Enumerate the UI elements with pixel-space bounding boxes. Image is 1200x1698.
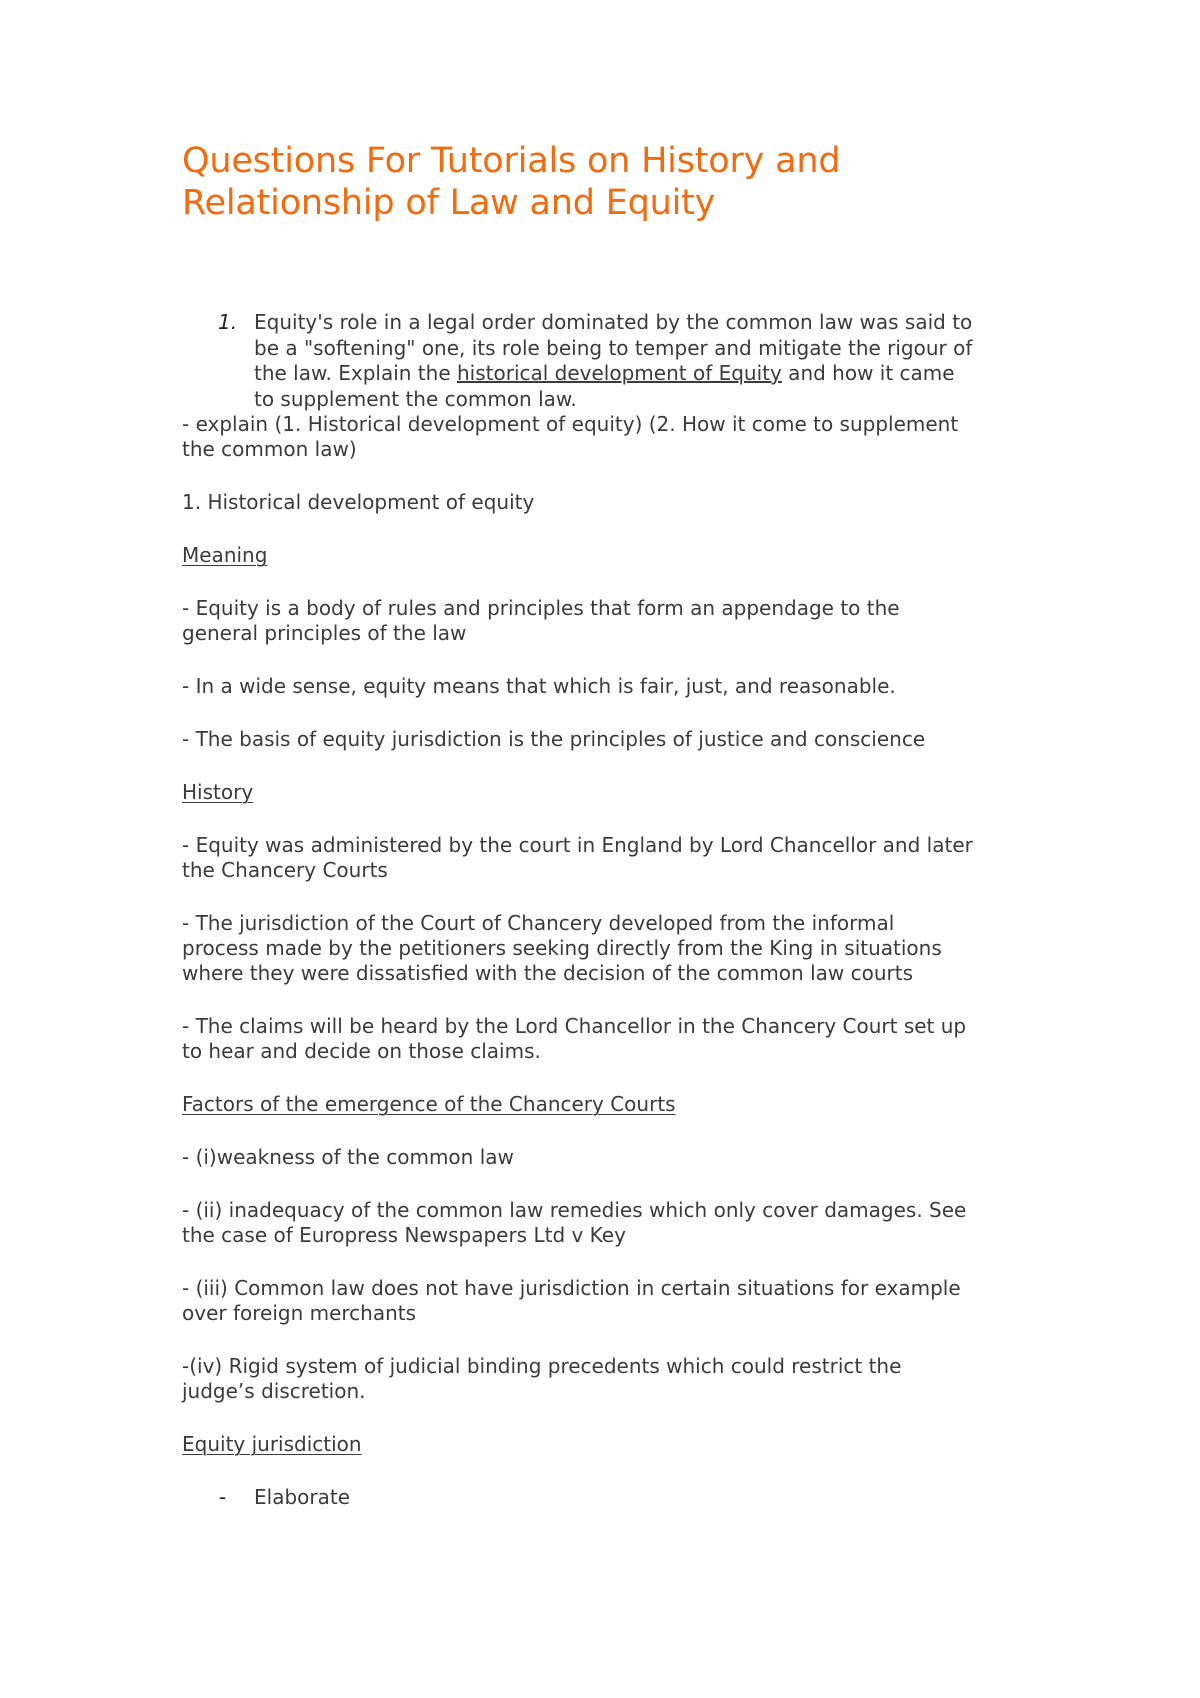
title-line-1: Questions For Tutorials on History and (182, 141, 841, 181)
history-p1-line-1: - Equity was administered by the court in England by Lord Chancellor and later (182, 833, 973, 857)
factors-paragraph-1: - (i)weakness of the common law (182, 1145, 514, 1169)
meaning-paragraph-3: - The basis of equity jurisdiction is the principles of justice and conscience (182, 727, 926, 751)
question-number: 1. (218, 310, 238, 334)
factors-p2-line-1: - (ii) inadequacy of the common law remedies which only cover damages. See (182, 1198, 967, 1222)
history-p2-line-1: - The jurisdiction of the Court of Chancery developed from the informal (182, 911, 895, 935)
question-line-1: Equity's role in a legal order dominated by the common law was said to (254, 310, 973, 334)
question-line-4: to supplement the common law. (254, 386, 577, 411)
history-heading: History (182, 780, 254, 804)
question-1 (182, 310, 1014, 412)
meaning-p1-line-1: - Equity is a body of rules and principles that form an appendage to the (182, 596, 900, 620)
list-item (182, 1485, 1042, 1510)
history-paragraph-2 (182, 911, 1032, 986)
history-p2-line-2: process made by the petitioners seeking directly from the King in situations (182, 936, 942, 960)
factors-p2-line-2: the case of Europress Newspapers Ltd v Key (182, 1223, 626, 1247)
question-line-3-pre: the law. Explain the (254, 361, 457, 385)
equity-jurisdiction-heading: Equity jurisdiction (182, 1432, 362, 1456)
list-item-label: Elaborate (254, 1485, 351, 1509)
factors-paragraph-4 (182, 1354, 1032, 1404)
meaning-p1-line-2: general principles of the law (182, 621, 467, 645)
history-p3-line-1: - The claims will be heard by the Lord Chancellor in the Chancery Court set up (182, 1014, 967, 1038)
factors-paragraph-3 (182, 1276, 1032, 1326)
explain-line-2: the common law) (182, 437, 357, 461)
meaning-paragraph-1 (182, 596, 1032, 646)
explain-paragraph (182, 412, 1032, 462)
document-page (182, 140, 1042, 1510)
factors-p3-line-1: - (iii) Common law does not have jurisdiction in certain situations for example (182, 1276, 961, 1300)
factors-p4-line-1: -(iv) Rigid system of judicial binding precedents which could restrict the (182, 1354, 902, 1378)
history-p3-line-2: to hear and decide on those claims. (182, 1039, 541, 1063)
history-paragraph-3 (182, 1014, 1032, 1064)
history-p1-line-2: the Chancery Courts (182, 858, 388, 882)
document-title (182, 140, 1042, 224)
factors-p3-line-2: over foreign merchants (182, 1301, 417, 1325)
section-1-title: 1. Historical development of equity (182, 490, 535, 514)
title-line-2: Relationship of Law and Equity (182, 183, 716, 223)
factors-p4-line-2: judge’s discretion. (182, 1379, 366, 1403)
history-p2-line-3: where they were dissatisfied with the decision of the common law courts (182, 961, 913, 985)
question-line-3 (254, 361, 1014, 387)
meaning-paragraph-2: - In a wide sense, equity means that which is fair, just, and reasonable. (182, 674, 896, 698)
historical-development-underlined: historical development of Equity (456, 361, 782, 385)
history-paragraph-1 (182, 833, 1032, 883)
bullet-marker: - (219, 1485, 227, 1509)
explain-line-1: - explain (1. Historical development of equity) (2. How it come to supplement (182, 412, 959, 436)
factors-heading: Factors of the emergence of the Chancery Courts (182, 1092, 676, 1116)
question-line-3-post: and how it came (781, 361, 955, 385)
meaning-heading: Meaning (182, 543, 268, 567)
question-line-2: be a "softening" one, its role being to temper and mitigate the rigour of (254, 335, 973, 360)
factors-paragraph-2 (182, 1198, 1032, 1248)
